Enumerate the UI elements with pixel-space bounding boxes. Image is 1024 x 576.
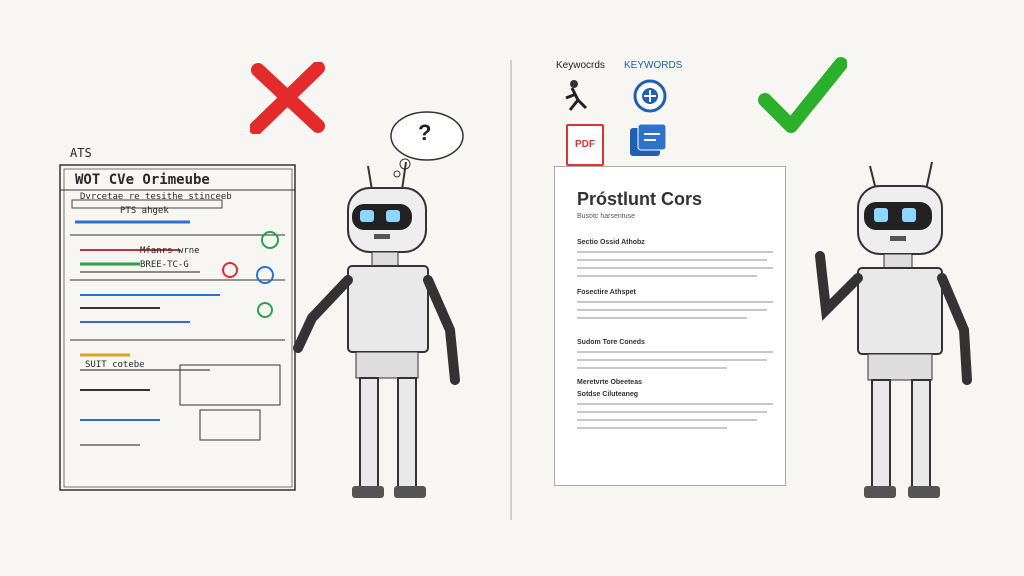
doc-title: Próstlunt Cors [577,189,703,209]
red-x-icon [250,62,326,134]
pdf-icon [566,124,604,166]
pdf-label: PDF [575,139,595,150]
clean-resume-document [554,166,786,486]
section-heading: Sectio Ossid Athobz [577,239,645,246]
doc-subtitle: Busotc harsentuse [577,213,635,220]
resume-title: WOT CVe Orimeube [75,172,210,188]
resume-line: PTS ahgek [120,206,169,216]
section-heading: Sotdse Ciluteaneg [577,391,639,398]
section-heading: Meretvrte Obeeteas [577,379,642,386]
ats-label: ATS [70,146,92,160]
person-icon [562,78,596,112]
folder-icon [628,122,668,160]
resume-line: SUIT cotebe [85,360,145,370]
globe-icon [632,78,668,114]
resume-subtitle: Dvrcetae re tesithe stinceeb [80,192,232,202]
keywords-label: KEYWORDS [624,60,683,71]
section-heading: Sudom Tore Coneds [577,339,645,346]
question-mark-icon: ? [418,120,432,145]
confused-robot [290,160,480,505]
section-heading: Fosectire Athspet [577,289,636,296]
resume-line: Mfanrs wrne [140,246,200,256]
messy-resume-sketch [40,160,310,500]
happy-robot [802,160,992,505]
green-check-icon [757,56,847,136]
resume-line: BREE-TC-G [140,260,189,270]
right-panel [512,0,1024,576]
keywords-label: Keywocrds [556,60,605,71]
